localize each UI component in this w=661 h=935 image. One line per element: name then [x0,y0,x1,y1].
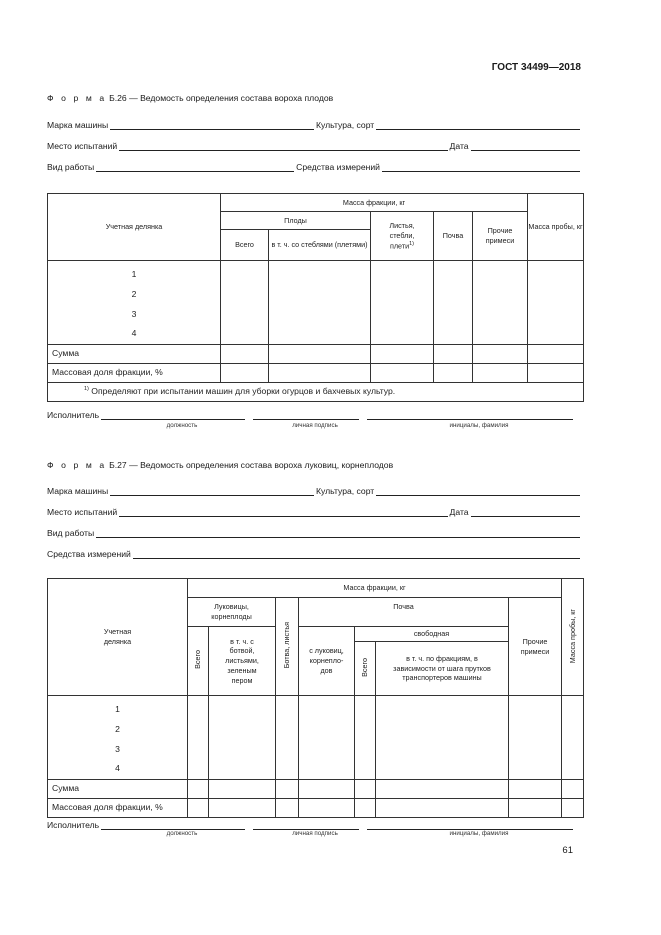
standard-number: ГОСТ 34499—2018 [491,62,581,73]
work-type-label: Вид работы [47,528,95,538]
date-label: Дата [449,507,469,517]
plot-row-3: 3 [131,308,137,319]
plot-row-3: 3 [115,743,120,754]
plot-row-1: 1 [131,269,137,279]
executor-label: Исполнитель [47,410,100,420]
measuring-means-field[interactable] [133,548,580,559]
form26-prefix: Ф о р м а [47,93,107,103]
name-caption: инициалы, фамилия [449,830,509,837]
form27-line-site [47,504,582,517]
position-caption: должность [166,830,198,837]
col-fruits-header: Плоды [221,212,371,230]
col-with-bulbs-header: с луковиц, корнепло- дов [299,627,355,696]
signature-field[interactable] [253,409,359,420]
col-bulbs-header: Луковицы, корнеплоды [188,598,276,627]
machine-brand-label: Марка машины [47,486,109,496]
crop-variety-field[interactable] [376,485,580,496]
table-footnote: $^{1)}$ Определяют при испытании машин для уборки огурцов и бахчевых культур. [48,383,584,402]
sum-row-label: Сумма [48,345,221,364]
data-cell[interactable] [528,261,584,345]
measuring-means-label: Средства измерений [47,549,131,559]
sum-row-label: Сумма [48,780,188,799]
col-mass-fraction-header: Масса фракции, кг [221,194,528,212]
form26-signature-line [47,407,582,420]
col-sample-mass-header: Масса пробы, кг [528,194,584,261]
col-plot-header: Учетная делянка [48,579,188,696]
work-type-field[interactable] [96,527,580,538]
plot-numbers [48,696,188,780]
plot-row-2: 2 [115,723,120,734]
col-with-stems-header: в т. ч. со стеблями (плетями) [269,230,371,261]
col-free-header: свободная [355,627,509,642]
form26-line-site [47,138,582,151]
col-sample-mass-header: Масса пробы, кг [562,579,584,696]
fraction-row-label: Массовая доля фракции, % [48,364,221,383]
data-cell[interactable] [269,261,371,345]
measuring-means-label: Средства измерений [296,162,380,172]
work-type-field[interactable] [96,161,294,172]
machine-brand-label: Марка машины [47,120,109,130]
form27-title [47,460,393,470]
col-mass-fraction-header: Масса фракции, кг [188,579,562,598]
form27-signature-line [47,817,582,830]
test-site-label: Место испытаний [47,141,118,151]
data-cell[interactable] [434,261,473,345]
plot-row-4: 4 [115,763,120,774]
test-site-label: Место испытаний [47,507,118,517]
executor-label: Исполнитель [47,820,100,830]
name-field[interactable] [367,409,573,420]
col-tops-header: Ботва, листья [276,598,299,696]
signature-caption: личная подпись [292,422,338,429]
form27-prefix: Ф о р м а [47,460,107,470]
measuring-means-field[interactable] [382,161,580,172]
form27-line-machine [47,483,582,496]
data-cell[interactable] [371,261,434,345]
machine-brand-field[interactable] [110,485,314,496]
position-field[interactable] [101,819,245,830]
col-soil-header: Почва [299,598,509,627]
col-other-header: Прочие примеси [509,598,562,696]
col-bulbs-total-header: Всего [188,627,209,696]
plot-row-4: 4 [131,328,137,339]
form26-title-text: Б.26 — Ведомость определения состава вороха плодов [109,93,334,103]
crop-variety-field[interactable] [376,119,580,130]
page-number: 61 [562,845,573,856]
date-field[interactable] [471,506,580,517]
plot-numbers [48,261,221,345]
form26-title [47,93,333,103]
form27-line-work [47,525,582,538]
plot-row-2: 2 [131,288,137,299]
col-soil-header: Почва [434,212,473,261]
data-cell[interactable] [221,261,269,345]
name-caption: инициалы, фамилия [449,422,509,429]
col-other-header: Прочие примеси [473,212,528,261]
plot-row-1: 1 [115,704,120,714]
data-cell[interactable] [473,261,528,345]
position-caption: должность [166,422,198,429]
col-plot-header: Учетная делянка [48,194,221,261]
date-field[interactable] [471,140,580,151]
col-free-total-header: Всего [355,642,376,696]
crop-variety-label: Культура, сорт [316,486,375,496]
fraction-row-label: Массовая доля фракции, % [48,799,188,818]
test-site-field[interactable] [119,506,447,517]
form27-table [47,578,584,818]
test-site-field[interactable] [119,140,447,151]
position-field[interactable] [101,409,245,420]
col-leaves-header: Листья, стебли, плети$^{1)}$ [371,212,434,261]
crop-variety-label: Культура, сорт [316,120,375,130]
machine-brand-field[interactable] [110,119,314,130]
col-total-header: Всего [221,230,269,261]
form27-line-measuring [47,546,582,559]
form26-table [47,193,584,402]
signature-caption: личная подпись [292,830,338,837]
col-by-fraction-header: в т. ч. по фракциям, в зависимости от шага прутков транспортеров машины [376,642,509,696]
col-with-tops-header: в т. ч. с ботвой, листьями, зеленым пером [209,627,276,696]
signature-field[interactable] [253,819,359,830]
form27-title-text: Б.27 — Ведомость определения состава вороха луковиц, корнеплодов [109,460,394,470]
form26-line-machine [47,117,582,130]
work-type-label: Вид работы [47,162,95,172]
date-label: Дата [449,141,469,151]
name-field[interactable] [367,819,573,830]
form26-line-work [47,159,582,172]
